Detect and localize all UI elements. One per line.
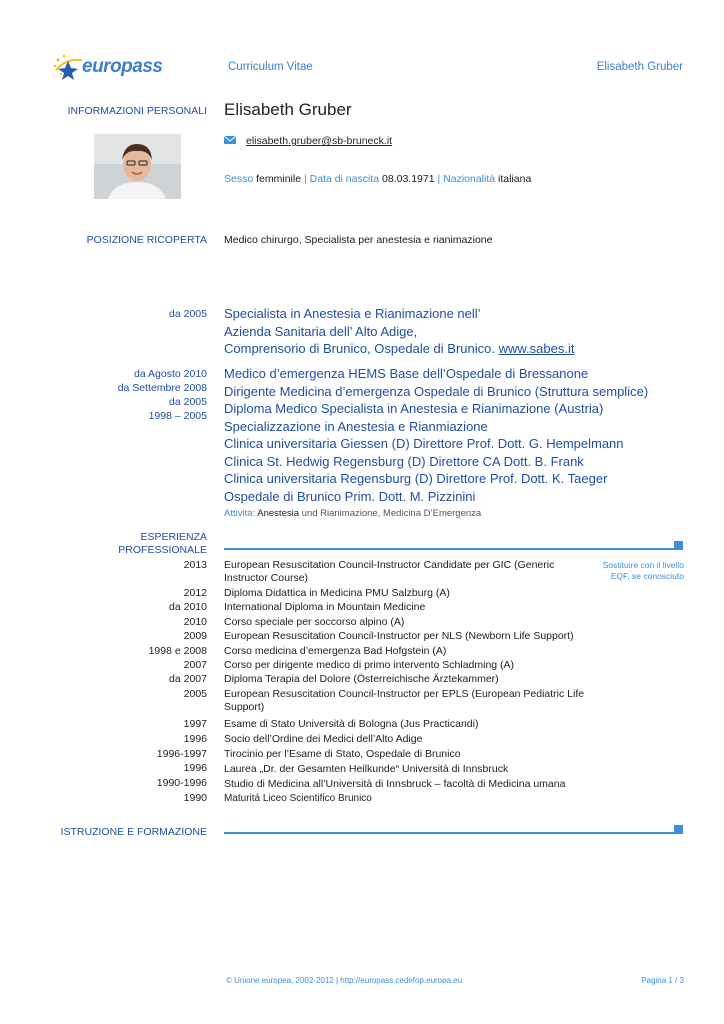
activity-strong: Anestesia [257, 508, 300, 519]
nationality-value: italiana [498, 173, 532, 185]
logo-wordmark: europass [82, 56, 163, 77]
sex-label: Sesso [224, 173, 254, 185]
block2-line: Ospedale di Brunico Prim. Dott. M. Pizzinini [224, 488, 476, 504]
section-label-education: ISTRUZIONE E FORMAZIONE [60, 826, 207, 838]
experience-text: Corso per dirigente medico di primo intervento Schladming (A) [224, 659, 515, 671]
block1-line: Specialista in Anestesia e Rianimazione nell’ [224, 306, 481, 321]
footer-page-number: Pagina 1 / 3 [641, 976, 684, 985]
sex-value: femminile [256, 173, 302, 185]
experience-date: 2012 [183, 587, 207, 599]
activity-label: Attività: [224, 508, 256, 519]
block2-line: Specializzazione in Anestesia e Rianmiazione [224, 418, 488, 434]
block1-date: da 2005 [169, 308, 207, 320]
position-value: Medico chirurgo, Specialista per anestesia e rianimazione [224, 234, 493, 246]
block2-line: Clinica universitaria Regensburg (D) Direttore Prof. Dott. K. Taeger [224, 471, 608, 486]
personal-details-row [224, 173, 531, 185]
birth-label: Data di nascita [309, 173, 380, 185]
block2-line: Medico d’emergenza HEMS Base dell’Ospedale di Bressanone [224, 366, 589, 381]
experience-label-line: ESPERIENZA [140, 531, 207, 543]
experience-date: da 2007 [169, 673, 207, 685]
block1-line: Comprensorio di Brunico, Ospedale di Brunico. [224, 341, 495, 356]
experience-text: Diploma Terapia del Dolore (Österreichische Ärztekammer) [224, 673, 499, 685]
europass-logo [52, 52, 162, 82]
profile-photo [94, 134, 181, 199]
envelope-icon [224, 136, 236, 144]
birth-value: 08.03.1971 [382, 173, 435, 185]
experience-date: da 2010 [169, 601, 207, 613]
experience-text: Studio di Medicina all’Università di Innsbruck – facoltà di Medicina umana [224, 778, 566, 790]
experience-divider [224, 548, 676, 550]
header-cv-title: Curriculum Vitae [228, 61, 313, 73]
eqf-note-line: EQF, se conosciuto [610, 571, 684, 581]
experience-date: 2005 [183, 688, 207, 700]
activity-row [224, 508, 481, 519]
experience-date: 1996 [183, 762, 207, 774]
email-row [224, 135, 524, 149]
experience-text: European Resuscitation Council-Instructor Candidate per GIC (Generic Instructor Course) [224, 559, 555, 584]
experience-text: Socio dell’Ordine dei Medici dell’Alto Adige [224, 733, 423, 745]
header-name: Elisabeth Gruber [596, 61, 683, 73]
block2-line: Clinica universitaria Giessen (D) Direttore Prof. Dott. G. Hempelmann [224, 436, 624, 451]
separator: | [437, 173, 441, 185]
section-label-position: POSIZIONE RICOPERTA [86, 234, 207, 246]
email-link[interactable]: elisabeth.gruber@sb-bruneck.it [246, 135, 393, 147]
activity-rest: und Rianimazione, Medicina D’Emergenza [301, 508, 482, 519]
experience-date: 1996 [183, 733, 207, 745]
experience-date: 1998 e 2008 [148, 645, 207, 657]
section-label-personal: INFORMAZIONI PERSONALI [67, 105, 207, 117]
experience-date: 2009 [183, 630, 207, 642]
experience-text: European Resuscitation Council-Instructor per NLS (Newborn Life Support) [224, 630, 574, 642]
block2-line: Dirigente Medicina d’emergenza Ospedale di Brunico (Struttura semplice) [224, 383, 649, 399]
section-label-experience [40, 531, 207, 557]
experience-text: Tirocinio per l’Esame di Stato, Ospedale di Brunico [224, 748, 461, 760]
block2-date: 1998 – 2005 [148, 410, 207, 422]
experience-text: Esame di Stato Università di Bologna (Jus Practicandi) [224, 718, 479, 730]
experience-date: 1990 [183, 792, 207, 804]
experience-date: 1990-1996 [156, 777, 207, 789]
experience-date: 2007 [183, 659, 207, 671]
block2-line: Diploma Medico Specialista in Anestesia e Rianimazione (Austria) [224, 401, 604, 416]
experience-text: Corso medicina d’emergenza Bad Hofgstein (A) [224, 645, 447, 657]
block1-line: Azienda Sanitaria dell’ Alto Adige, [224, 323, 418, 339]
eqf-note [603, 560, 684, 582]
experience-text: International Diploma in Mountain Medicine [224, 601, 426, 613]
separator: | [303, 173, 307, 185]
nationality-label: Nazionalità [443, 173, 496, 185]
block2-dates [87, 367, 207, 423]
eqf-note-line: Sostituire con il livello [602, 560, 684, 570]
block2-date: da 2005 [169, 396, 207, 408]
sabes-link[interactable]: www.sabes.it [498, 341, 575, 356]
europass-star-icon [52, 52, 86, 82]
personal-name: Elisabeth Gruber [224, 100, 352, 119]
experience-text: Corso speciale per soccorso alpino (A) [224, 616, 405, 628]
experience-date: 2013 [183, 559, 207, 571]
block2-line: Clinica St. Hedwig Regensburg (D) Direttore CA Dott. B. Frank [224, 453, 584, 469]
experience-date: 1996-1997 [156, 748, 207, 760]
experience-text: Laurea „Dr. der Gesamten Heilkunde“ Università di Innsbruck [224, 763, 509, 775]
experience-text: European Resuscitation Council-Instructor per EPLS (European Pediatric Life Support) [224, 688, 585, 713]
experience-date: 1997 [183, 718, 207, 730]
education-divider [224, 832, 676, 834]
experience-text: Maturitá Liceo Scientifico Brunico [224, 793, 372, 804]
experience-label-line: PROFESSIONALE [118, 544, 207, 556]
block2-text [224, 365, 704, 505]
footer-copyright: © Unione europea, 2002-2012 | http://europass.cedefop.europa.eu [226, 976, 463, 985]
experience-divider-square [674, 541, 683, 550]
block2-date: da Settembre 2008 [117, 382, 207, 394]
block2-date: da Agosto 2010 [134, 368, 207, 380]
experience-text: Diploma Didattica in Medicina PMU Salzburg (A) [224, 587, 450, 599]
block1-text [224, 305, 664, 358]
experience-date: 2010 [183, 616, 207, 628]
education-divider-square [674, 825, 683, 834]
